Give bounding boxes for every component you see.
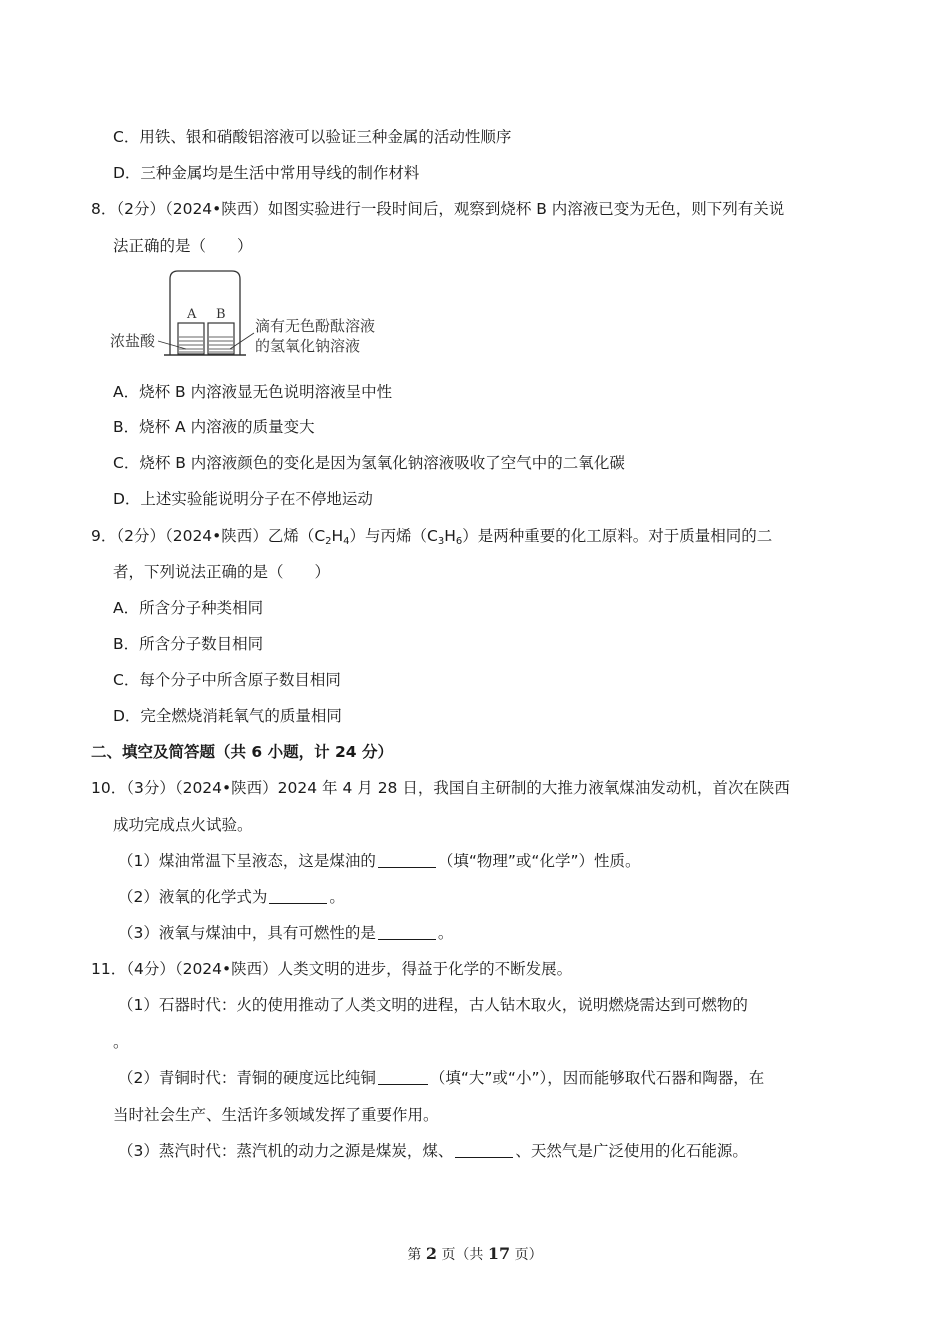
- label-naoh-2: 的氢氧化钠溶液: [255, 337, 361, 355]
- q9-option-d: D．完全燃烧消耗氧气的质量相同: [113, 707, 342, 725]
- footer-page-number: 2: [425, 1244, 437, 1263]
- q10-s2-blank[interactable]: [269, 889, 327, 904]
- label-conc-hcl: 浓盐酸: [110, 332, 156, 350]
- q11-sub-2: [118, 1068, 764, 1088]
- q9-option-b: B．所含分子数目相同: [113, 635, 264, 653]
- q8-option-b: B．烧杯 A 内溶液的质量变大: [113, 418, 315, 436]
- q11-sub-2-cont: 当时社会生产、生活许多领域发挥了重要作用。: [113, 1106, 439, 1124]
- label-b: B: [216, 307, 226, 322]
- footer-post: 页）: [514, 1247, 543, 1263]
- q10-s3-pre: （3）液氧与煤油中，具有可燃性的是: [118, 924, 376, 942]
- q11-s3-blank[interactable]: [455, 1143, 513, 1158]
- q9-sub4: 6: [455, 536, 463, 547]
- q11-sub-1: （1）石器时代：火的使用推动了人类文明的进程，古人钻木取火，说明燃烧需达到可燃物的: [118, 996, 748, 1014]
- q9-mid2: ）与丙烯（C: [349, 527, 438, 545]
- q11-s3-post: 、天然气是广泛使用的化石能源。: [515, 1142, 748, 1160]
- q8-stem: 8．（2分）（2024•陕西）如图实验进行一段时间后，观察到烧杯 B 内溶液已变为无色，则下列有关说: [91, 200, 785, 218]
- q11-sub-1-cont: 。: [113, 1033, 129, 1051]
- footer-total-pages: 17: [487, 1244, 511, 1263]
- q9-stem-cont: 者，下列说法正确的是（ ）: [113, 563, 331, 581]
- label-a: A: [187, 307, 197, 322]
- q11-s2-blank[interactable]: [378, 1070, 428, 1085]
- q8-stem-cont: 法正确的是（ ）: [113, 237, 253, 255]
- q9-mid1: H: [331, 527, 344, 545]
- q10-s1-post: （填“物理”或“化学”）性质。: [437, 852, 641, 870]
- q7-option-c: C．用铁、银和硝酸铝溶液可以验证三种金属的活动性顺序: [113, 128, 512, 146]
- q11-s2-post: （填“大”或“小”），因而能够取代石器和陶器，在: [429, 1069, 765, 1087]
- q10-s2-post: 。: [329, 888, 345, 906]
- q11-sub-3: [118, 1141, 748, 1161]
- q11-s2-pre: （2）青铜时代：青铜的硬度远比纯铜: [118, 1069, 376, 1087]
- q10-s2-pre: （2）液氧的化学式为: [118, 888, 268, 906]
- beaker-b-liquid: [209, 337, 233, 352]
- q10-stem: 10．（3分）（2024•陕西）2024 年 4 月 28 日，我国自主研制的大推力液氧煤油发动机，首次在陕西: [91, 779, 790, 797]
- q9-option-a: A．所含分子种类相同: [113, 599, 264, 617]
- footer-mid: 页（共: [441, 1247, 484, 1263]
- q9-stem-pre: 9．（2分）（2024•陕西）乙烯（C: [91, 527, 326, 545]
- bell-jar: [170, 271, 240, 355]
- q8-option-c: C．烧杯 B 内溶液颜色的变化是因为氢氧化钠溶液吸收了空气中的二氧化碳: [113, 454, 625, 472]
- q10-sub-2: [118, 887, 345, 907]
- q7-option-d: D．三种金属均是生活中常用导线的制作材料: [113, 164, 420, 182]
- q8-diagram: [108, 265, 408, 365]
- section-2-title: 二、填空及简答题（共 6 小题，计 24 分）: [91, 743, 393, 761]
- page-footer: [0, 1244, 950, 1264]
- q10-sub-1: [118, 851, 641, 871]
- q10-s3-blank[interactable]: [378, 925, 436, 940]
- q9-stem: [91, 526, 772, 546]
- q10-stem-cont: 成功完成点火试验。: [113, 816, 253, 834]
- q9-option-c: C．每个分子中所含原子数目相同: [113, 671, 341, 689]
- q10-s1-pre: （1）煤油常温下呈液态，这是煤油的: [118, 852, 376, 870]
- beaker-a-liquid: [179, 337, 203, 352]
- q9-mid3: H: [444, 527, 456, 545]
- q10-sub-3: [118, 923, 453, 943]
- q10-s1-blank[interactable]: [378, 853, 436, 868]
- q9-stem-post: ）是两种重要的化工原料。对于质量相同的二: [462, 527, 773, 545]
- q9-sub3: 3: [437, 536, 445, 547]
- q9-sub2: 4: [343, 536, 350, 547]
- q8-option-a: A．烧杯 B 内溶液显无色说明溶液呈中性: [113, 383, 393, 401]
- footer-pre: 第: [407, 1247, 422, 1263]
- q8-option-d: D．上述实验能说明分子在不停地运动: [113, 490, 373, 508]
- q9-sub1: 2: [325, 536, 332, 547]
- q11-s3-pre: （3）蒸汽时代：蒸汽机的动力之源是煤炭，煤、: [118, 1142, 454, 1160]
- q10-s3-post: 。: [437, 924, 454, 942]
- label-naoh-1: 滴有无色酚酞溶液: [255, 317, 376, 335]
- q11-stem: 11．（4分）（2024•陕西）人类文明的进步，得益于化学的不断发展。: [91, 960, 573, 978]
